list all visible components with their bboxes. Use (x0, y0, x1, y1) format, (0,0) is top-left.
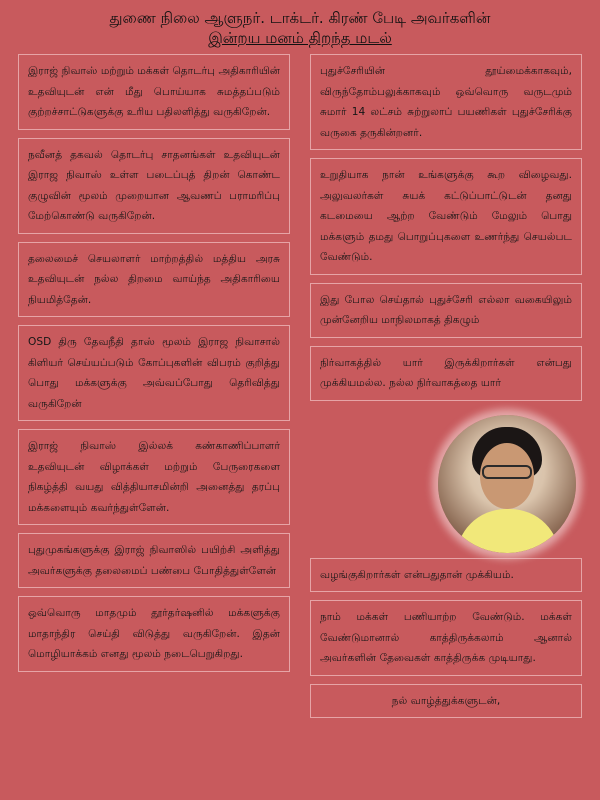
header-subtitle: இன்றய மனம் திறந்த மடல் (208, 29, 392, 47)
left-column (18, 54, 290, 726)
portrait-area (310, 409, 582, 554)
portrait-glasses-icon (482, 465, 532, 479)
paragraph-box: நவீனத் தகவல் தொடர்பு சாதனங்கள் உதவியுடன் இராஜ நிவாஸ் உள்ள படைப்புத் திறன் கொண்ட குழுவின் மூலம் முறையான ஆவணப் பராமரிப்பு மேற்கொண்டு வருகிறேன். (18, 138, 290, 234)
paragraph-box: நாம் மக்கள் பணியாற்ற வேண்டும். மக்கள் வேண்டுமானால் காத்திருக்கலாம் ஆனால் அவர்களின் தேவைகள் காத்திருக்க முடியாது. (310, 600, 582, 676)
paragraph-box: இராஜ் நிவாஸ் இல்லக் கண்காணிப்பாளர் உதவியுடன் விழாக்கள் மற்றும் பேருரைகளை நிகழ்த்தி வயது வித்தியாசமின்றி அனைத்து தரப்பு மக்களையும் கவர்ந்துள்ளேன். (18, 429, 290, 525)
paragraph-box: இராஜ் நிவாஸ் மற்றும் மக்கள் தொடர்பு அதிகாரியின் உதவியுடன் என் மீது பொய்யாக சுமத்தப்படும் குற்றச்சாட்டுகளுக்கு உரிய பதிலளித்து வருகிறேன். (18, 54, 290, 130)
paragraph-box: புதுச்சேரியின் தூய்மைக்காகவும், விருந்தோம்பலுக்காகவும் ஒவ்வொரு வருடமும் சுமார் 14 லட்சம் சுற்றுலாப் பயணிகள் புதுச்சேரிக்கு வருகை தருகின்றனர். (310, 54, 582, 150)
paragraph-box: உறுதியாக நான் உங்களுக்கு கூற விழைவது. அலுவலர்கள் சுயக் கட்டுப்பாட்டுடன் தனது கடமையை ஆற்ற வேண்டும் மேலும் பொது மக்களும் தமது பொறுப்புகளை உணர்ந்து செயல்பட வேண்டும். (310, 158, 582, 275)
paragraph-box: தலைமைச் செயலாளர் மாற்றத்தில் மத்திய அரசு உதவியுடன் நல்ல திறமை வாய்ந்த அதிகாரியை நியமித்தேன். (18, 242, 290, 318)
closing-greeting: நல் வாழ்த்துக்களுடன், (310, 684, 582, 719)
paragraph-box: இது போல செய்தால் புதுச்சேரி எல்லா வகையிலும் முன்னேறிய மாநிலமாகத் திகழும் (310, 283, 582, 338)
portrait-shirt (456, 509, 560, 553)
paragraph-box: OSD திரு தேவநீதி தாஸ் மூலம் இராஜ நிவாசால் கிளியர் செய்யப்படும் கோப்புகளின் விபரம் குறித்து பொது மக்களுக்கு அவ்வப்போது தெரிவித்து வருகிறேன் (18, 325, 290, 421)
paragraph-box: ஒவ்வொரு மாதமும் தூர்தர்ஷனில் மக்களுக்கு மாதாந்திர செய்தி விடுத்து வருகிறேன். இதன் மொழியாக்கம் எனது மூலம் நடைபெறுகிறது. (18, 596, 290, 672)
portrait-photo (438, 415, 576, 553)
letter-header (18, 8, 582, 48)
paragraph-box: புதுமுகங்களுக்கு இராஜ் நிவாஸில் பயிற்சி அளித்து அவர்களுக்கு தலைமைப் பண்பை போதித்துள்ளேன் (18, 533, 290, 588)
paragraph-box: வழங்குகிறார்கள் என்பதுதான் முக்கியம். (310, 558, 582, 593)
header-title: துணை நிலை ஆளுநர். டாக்டர். கிரண் பேடி அவர்களின் (109, 9, 491, 27)
right-column (310, 54, 582, 726)
content-columns (18, 54, 582, 726)
paragraph-box: நிர்வாகத்தில் யார் இருக்கிறார்கள் என்பது முக்கியமல்ல. நல்ல நிர்வாகத்தை யார் (310, 346, 582, 401)
